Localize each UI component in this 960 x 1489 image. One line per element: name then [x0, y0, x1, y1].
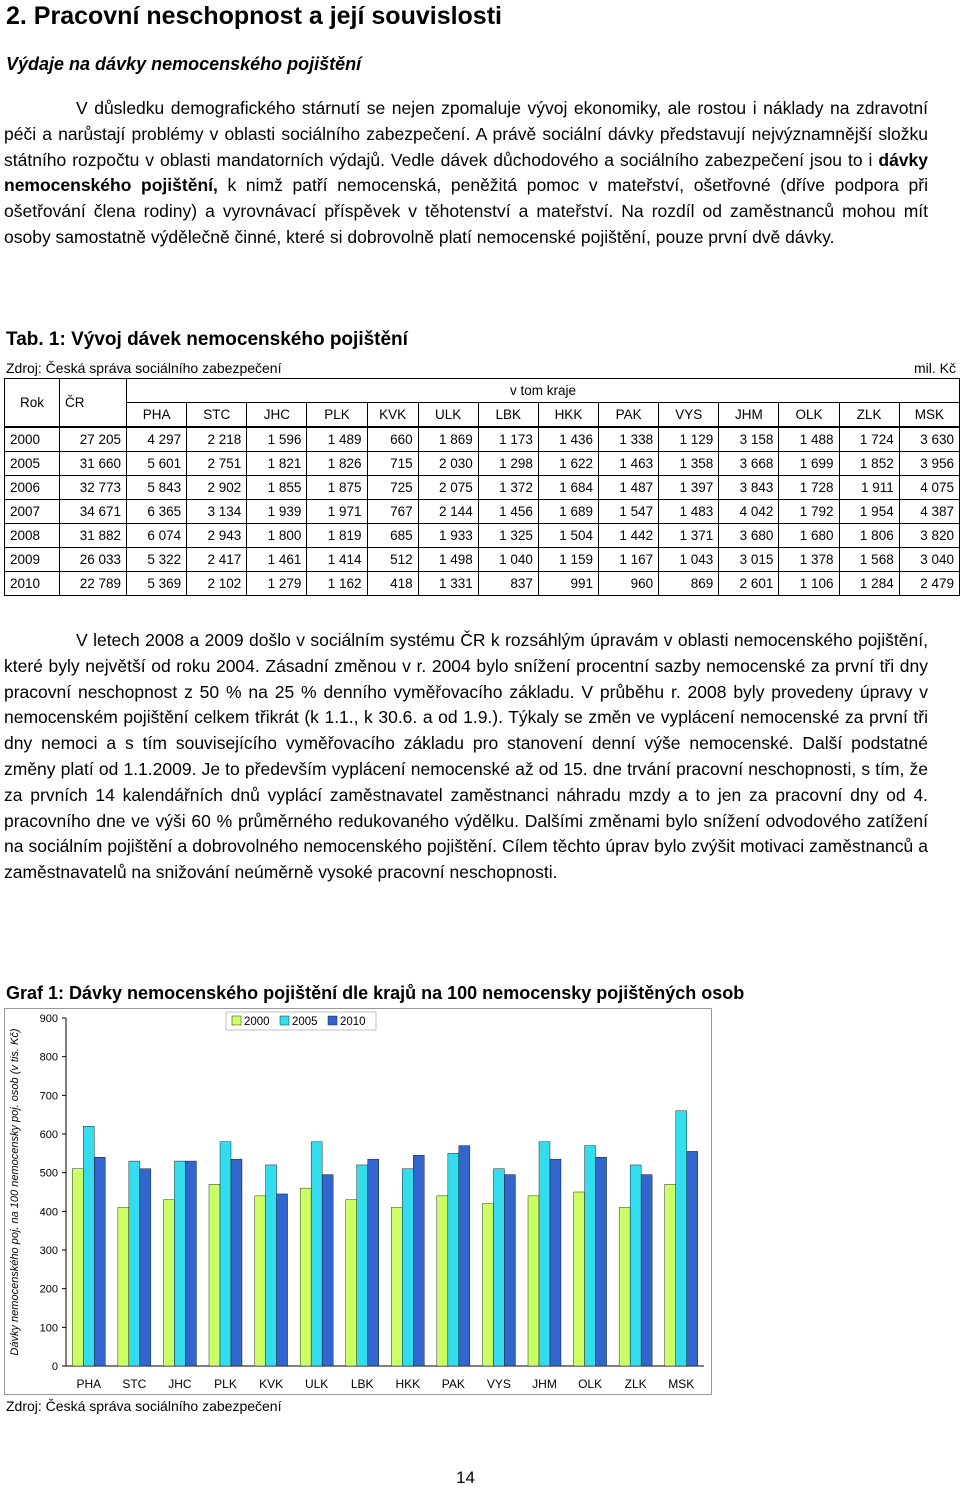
bar-2005-stc: [129, 1161, 140, 1366]
section-subheading: Výdaje na dávky nemocenského pojištění: [6, 54, 362, 74]
table-cell: 685: [367, 524, 418, 548]
table-cell: 2 902: [187, 476, 247, 500]
table-cell: 2006: [5, 476, 60, 500]
y-tick-label: 200: [39, 1283, 58, 1296]
bar-2000-msk: [665, 1184, 676, 1366]
table-cell: 6 365: [127, 500, 187, 524]
bar-2000-jhc: [163, 1200, 174, 1366]
table-cell: 1 622: [538, 452, 598, 476]
table-cell: 660: [367, 427, 418, 452]
x-tick-label: PLK: [214, 1377, 237, 1391]
x-tick-label: ULK: [304, 1377, 329, 1391]
bar-2010-ulk: [322, 1175, 333, 1366]
table-cell: 1 911: [839, 476, 899, 500]
x-tick-label: PHA: [76, 1377, 102, 1391]
table-cell: 1 498: [418, 548, 478, 572]
table-cell: 1 414: [307, 548, 367, 572]
table-cell: 1 436: [538, 427, 598, 452]
bar-2005-zlk: [630, 1165, 641, 1366]
table-row: [5, 427, 960, 452]
table-cell: 2 751: [187, 452, 247, 476]
region-header-olk: OLK: [779, 403, 839, 428]
table-cell: 5 369: [127, 572, 187, 596]
intro-bold-text: dávky nemocenského pojištění,: [4, 149, 928, 196]
table-unit: mil. Kč: [914, 360, 956, 376]
y-tick-label: 600: [39, 1129, 58, 1141]
y-axis-label: Dávky nemocenského poj. na 100 nemocensky poj. osob (v tis. Kč): [9, 1028, 21, 1356]
table-cell: 1 806: [839, 524, 899, 548]
table-cell: 1 162: [307, 572, 367, 596]
table-cell: 1 279: [247, 572, 307, 596]
x-tick-label: ZLK: [624, 1377, 647, 1391]
bar-2000-plk: [209, 1184, 220, 1366]
bar-2010-stc: [140, 1169, 151, 1366]
table-cell: 2 479: [899, 572, 959, 596]
table-cell: 1 129: [659, 427, 719, 452]
table-cell: 1 855: [247, 476, 307, 500]
table-cell: 1 680: [779, 524, 839, 548]
region-header-pha: PHA: [127, 403, 187, 428]
table-cell: 1 358: [659, 452, 719, 476]
table-cell: 1 792: [779, 500, 839, 524]
bar-2010-hkk: [413, 1155, 424, 1366]
x-tick-label: STC: [122, 1377, 147, 1391]
table-cell: 1 284: [839, 572, 899, 596]
table-cell: 3 956: [899, 452, 959, 476]
table-cell: 1 442: [599, 524, 659, 548]
table-cell: 3 630: [899, 427, 959, 452]
bar-2000-vys: [482, 1204, 493, 1366]
bar-2010-plk: [231, 1159, 242, 1366]
bar-2000-kvk: [255, 1196, 266, 1366]
table-cell: 2 943: [187, 524, 247, 548]
table-cell: 1 173: [478, 427, 538, 452]
table-row: [5, 572, 960, 596]
bar-2005-jhm: [539, 1142, 550, 1366]
bar-2000-zlk: [619, 1207, 630, 1366]
page-number: 14: [456, 1468, 475, 1487]
table-cell: 3 820: [899, 524, 959, 548]
table-cell: 2010: [5, 572, 60, 596]
table-title: Tab. 1: Vývoj dávek nemocenského pojištění: [6, 329, 408, 350]
region-header-zlk: ZLK: [839, 403, 899, 428]
table-cell: 1 800: [247, 524, 307, 548]
table-cell: 1 728: [779, 476, 839, 500]
bar-2010-pak: [459, 1146, 470, 1366]
table-cell: 1 489: [307, 427, 367, 452]
table-cell: 1 821: [247, 452, 307, 476]
table-cell: 3 015: [719, 548, 779, 572]
page-heading: 2. Pracovní neschopnost a její souvislosti: [6, 2, 502, 30]
table-cell: 2 144: [418, 500, 478, 524]
legend-label-2010: 2010: [340, 1016, 366, 1028]
y-tick-label: 300: [39, 1245, 58, 1257]
table-cell: 1 487: [599, 476, 659, 500]
bar-2010-msk: [687, 1151, 698, 1366]
bar-2000-lbk: [346, 1200, 357, 1366]
bar-2005-pak: [448, 1153, 459, 1366]
x-tick-label: KVK: [259, 1377, 284, 1391]
bar-2005-hkk: [402, 1169, 413, 1366]
table-cell: 31 660: [60, 452, 127, 476]
graph-source: Zdroj: Česká správa sociálního zabezpečení: [6, 1398, 282, 1414]
table-cell: 725: [367, 476, 418, 500]
region-header-jhm: JHM: [719, 403, 779, 428]
table-cell: 2009: [5, 548, 60, 572]
table-cell: 6 074: [127, 524, 187, 548]
table-cell: 1 568: [839, 548, 899, 572]
region-header-ulk: ULK: [418, 403, 478, 428]
table-cell: 2000: [5, 427, 60, 452]
table-cell: 1 852: [839, 452, 899, 476]
x-tick-label: VYS: [486, 1377, 511, 1391]
table-cell: 1 488: [779, 427, 839, 452]
table-cell: 960: [599, 572, 659, 596]
table-cell: 1 043: [659, 548, 719, 572]
region-header-vys: VYS: [659, 403, 719, 428]
legend: [226, 1012, 376, 1030]
col-group-header: v tom kraje: [127, 379, 960, 403]
table-cell: 3 158: [719, 427, 779, 452]
table-cell: 1 724: [839, 427, 899, 452]
table-cell: 1 939: [247, 500, 307, 524]
table-cell: 1 504: [538, 524, 598, 548]
legend-swatch-2010: [328, 1016, 337, 1025]
bar-2005-kvk: [266, 1165, 277, 1366]
table-cell: 1 483: [659, 500, 719, 524]
table-cell: 1 875: [307, 476, 367, 500]
bar-2010-olk: [596, 1157, 607, 1366]
table-cell: 5 843: [127, 476, 187, 500]
table-cell: 2007: [5, 500, 60, 524]
table-cell: 1 463: [599, 452, 659, 476]
bar-2010-lbk: [368, 1159, 379, 1366]
table-row: [5, 524, 960, 548]
y-tick-label: 700: [39, 1090, 58, 1103]
table-cell: 1 040: [478, 548, 538, 572]
table-cell: 715: [367, 452, 418, 476]
bar-2005-jhc: [174, 1161, 185, 1366]
bar-chart: [4, 1008, 712, 1395]
table-cell: 1 167: [599, 548, 659, 572]
table-cell: 32 773: [60, 476, 127, 500]
table-cell: 991: [538, 572, 598, 596]
bar-2010-zlk: [641, 1175, 652, 1366]
table-cell: 4 387: [899, 500, 959, 524]
table-cell: 1 689: [538, 500, 598, 524]
reform-paragraph: [4, 628, 928, 886]
table-body: [5, 427, 960, 596]
bar-2000-olk: [574, 1192, 585, 1366]
table-cell: 3 843: [719, 476, 779, 500]
bar-2010-jhc: [185, 1161, 196, 1366]
table-cell: 1 547: [599, 500, 659, 524]
table-cell: 1 338: [599, 427, 659, 452]
bar-2000-jhm: [528, 1196, 539, 1366]
x-tick-label: HKK: [395, 1377, 421, 1391]
table-cell: 1 819: [307, 524, 367, 548]
bar-2005-olk: [585, 1146, 596, 1366]
bar-2005-ulk: [311, 1142, 322, 1366]
x-tick-label: PAK: [441, 1377, 465, 1391]
x-tick-label: LBK: [350, 1377, 374, 1391]
bar-2005-plk: [220, 1142, 231, 1366]
table-cell: 1 456: [478, 500, 538, 524]
table-cell: 1 869: [418, 427, 478, 452]
legend-label-2005: 2005: [292, 1016, 318, 1028]
x-tick-label: MSK: [668, 1377, 695, 1391]
table-cell: 27 205: [60, 427, 127, 452]
table-cell: 2 218: [187, 427, 247, 452]
x-tick-label: OLK: [578, 1377, 603, 1391]
table-cell: 1 684: [538, 476, 598, 500]
table-cell: 1 378: [779, 548, 839, 572]
table-cell: 2 075: [418, 476, 478, 500]
bar-2000-stc: [118, 1207, 129, 1366]
legend-label-2000: 2000: [244, 1016, 270, 1028]
bar-2000-pak: [437, 1196, 448, 1366]
table-row: [5, 452, 960, 476]
table-cell: 418: [367, 572, 418, 596]
table-cell: 2005: [5, 452, 60, 476]
table-row: [5, 476, 960, 500]
table-cell: 1 372: [478, 476, 538, 500]
table-cell: 4 042: [719, 500, 779, 524]
table-cell: 3 134: [187, 500, 247, 524]
table-cell: 2 601: [719, 572, 779, 596]
y-tick-label: 100: [39, 1322, 58, 1335]
table-cell: 31 882: [60, 524, 127, 548]
region-header-msk: MSK: [899, 403, 959, 428]
table-cell: 1 371: [659, 524, 719, 548]
table-cell: 5 601: [127, 452, 187, 476]
bar-2010-kvk: [277, 1194, 288, 1366]
graph-title: Graf 1: Dávky nemocenského pojištění dle krajů na 100 nemocensky pojištěných osob: [6, 983, 745, 1003]
table-cell: 869: [659, 572, 719, 596]
table-cell: 3 680: [719, 524, 779, 548]
x-tick-label: JHC: [168, 1377, 192, 1391]
region-header-hkk: HKK: [538, 403, 598, 428]
table-cell: 1 699: [779, 452, 839, 476]
table-cell: 26 033: [60, 548, 127, 572]
bar-2010-vys: [504, 1175, 515, 1366]
table-cell: 2008: [5, 524, 60, 548]
table-cell: 1 461: [247, 548, 307, 572]
bar-2005-msk: [676, 1111, 687, 1366]
table-source: Zdroj: Česká správa sociálního zabezpečení: [6, 360, 282, 376]
table-cell: 3 668: [719, 452, 779, 476]
region-header-lbk: LBK: [478, 403, 538, 428]
bar-2005-vys: [493, 1169, 504, 1366]
legend-swatch-2005: [280, 1016, 289, 1025]
bar-2000-pha: [72, 1169, 83, 1366]
table-cell: 22 789: [60, 572, 127, 596]
table-cell: 1 331: [418, 572, 478, 596]
region-header-jhc: JHC: [247, 403, 307, 428]
y-tick-label: 0: [51, 1361, 58, 1373]
region-header-pak: PAK: [599, 403, 659, 428]
legend-swatch-2000: [232, 1016, 241, 1025]
table-cell: 3 040: [899, 548, 959, 572]
benefits-table: [4, 378, 960, 596]
table-cell: 1 596: [247, 427, 307, 452]
col-header-rok: Rok: [5, 379, 60, 428]
region-header-stc: STC: [187, 403, 247, 428]
reform-text: V letech 2008 a 2009 došlo v sociálním systému ČR k rozsáhlým úpravám v oblasti nemocenského pojištění, které byly největší od roku 2004. Zásadní změnou v r. 2004 bylo snížení procentní sazby nemocenské za první tři dny pracovní neschopnost z 50 % na 25 % denního vyměřovacího základu. V průběhu r. 2008 byly provedeny úpravy v nemocenském pojištění celkem třikrát (k 1.1., k 30.6. a od 1.9.). Týkaly se změn ve vyplácení nemocenské za první tři dny nemoci a s tím souvisejícího vyměřovacího základu pro stanovení denní výše nemocenské. Další podstatné změny platí od 1.1.2009. Je to především vyplácení nemocenské až od 15. dne trvání pracovní neschopnosti, s tím, že za prvních 14 kalendářních dnů vyplácí zaměstnavatel zaměstnanci náhradu mzdy a to jen za pracovní dny od 4. pracovního dne ve výši 60 % průměrného redukovaného výdělku. Dalšími změnami bylo snížení odvodového zatížení na sociálním pojištění a dobrovolného nemocenského pojištění. Cílem těchto úprav bylo zvýšit motivaci zaměstnanců a zaměstnavatelů na snižování neúměrně vysoké pracovní neschopnosti.: [4, 630, 928, 883]
bar-2005-lbk: [357, 1165, 368, 1366]
table-cell: 837: [478, 572, 538, 596]
region-header-row: [5, 403, 960, 428]
table-cell: 2 417: [187, 548, 247, 572]
table-cell: 1 826: [307, 452, 367, 476]
table-cell: 1 933: [418, 524, 478, 548]
table-cell: 1 954: [839, 500, 899, 524]
y-tick-label: 500: [39, 1167, 58, 1180]
table-cell: 34 671: [60, 500, 127, 524]
table-cell: 1 159: [538, 548, 598, 572]
region-header-plk: PLK: [307, 403, 367, 428]
region-header-kvk: KVK: [367, 403, 418, 428]
table-cell: 512: [367, 548, 418, 572]
table-cell: 4 297: [127, 427, 187, 452]
table-cell: 2 030: [418, 452, 478, 476]
bar-2000-hkk: [391, 1207, 402, 1366]
intro-text-1: V důsledku demografického stárnutí se nejen zpomaluje vývoj ekonomiky, ale rostou i náklady na zdravotní péči a narůstají problémy v oblasti sociálního zabezpečení. A právě sociální dávky představují nejvýznamnější složku státního rozpočtu v oblasti mandatorních výdajů. Vedle dávek důchodového a sociálního zabezpečení jsou to i: [4, 98, 928, 170]
x-tick-label: JHM: [532, 1377, 557, 1391]
table-row: [5, 500, 960, 524]
col-header-cr: ČR: [60, 379, 127, 428]
table-row: [5, 548, 960, 572]
bar-2005-pha: [83, 1126, 94, 1366]
table-cell: 2 102: [187, 572, 247, 596]
table-cell: 1 298: [478, 452, 538, 476]
bar-2010-pha: [94, 1157, 105, 1366]
table-cell: 5 322: [127, 548, 187, 572]
table-cell: 1 106: [779, 572, 839, 596]
intro-text-2: k nimž patří nemocenská, peněžitá pomoc v mateřství, ošetřovné (dříve podpora při ošetřování člena rodiny) a vyrovnávací příspěvek v těhotenství a mateřství. Na rozdíl od zaměstnanců mohou mít osoby samostatně výdělečně činné, které si dobrovolně platí nemocenské pojištění, pouze první dvě dávky.: [4, 175, 928, 247]
table-cell: 4 075: [899, 476, 959, 500]
table-cell: 767: [367, 500, 418, 524]
intro-paragraph: [4, 96, 928, 251]
y-tick-label: 400: [39, 1206, 58, 1219]
table-cell: 1 971: [307, 500, 367, 524]
table-cell: 1 325: [478, 524, 538, 548]
bar-2010-jhm: [550, 1159, 561, 1366]
table-cell: 1 397: [659, 476, 719, 500]
y-tick-label: 900: [39, 1013, 58, 1025]
y-tick-label: 800: [39, 1051, 58, 1064]
bar-2000-ulk: [300, 1188, 311, 1366]
